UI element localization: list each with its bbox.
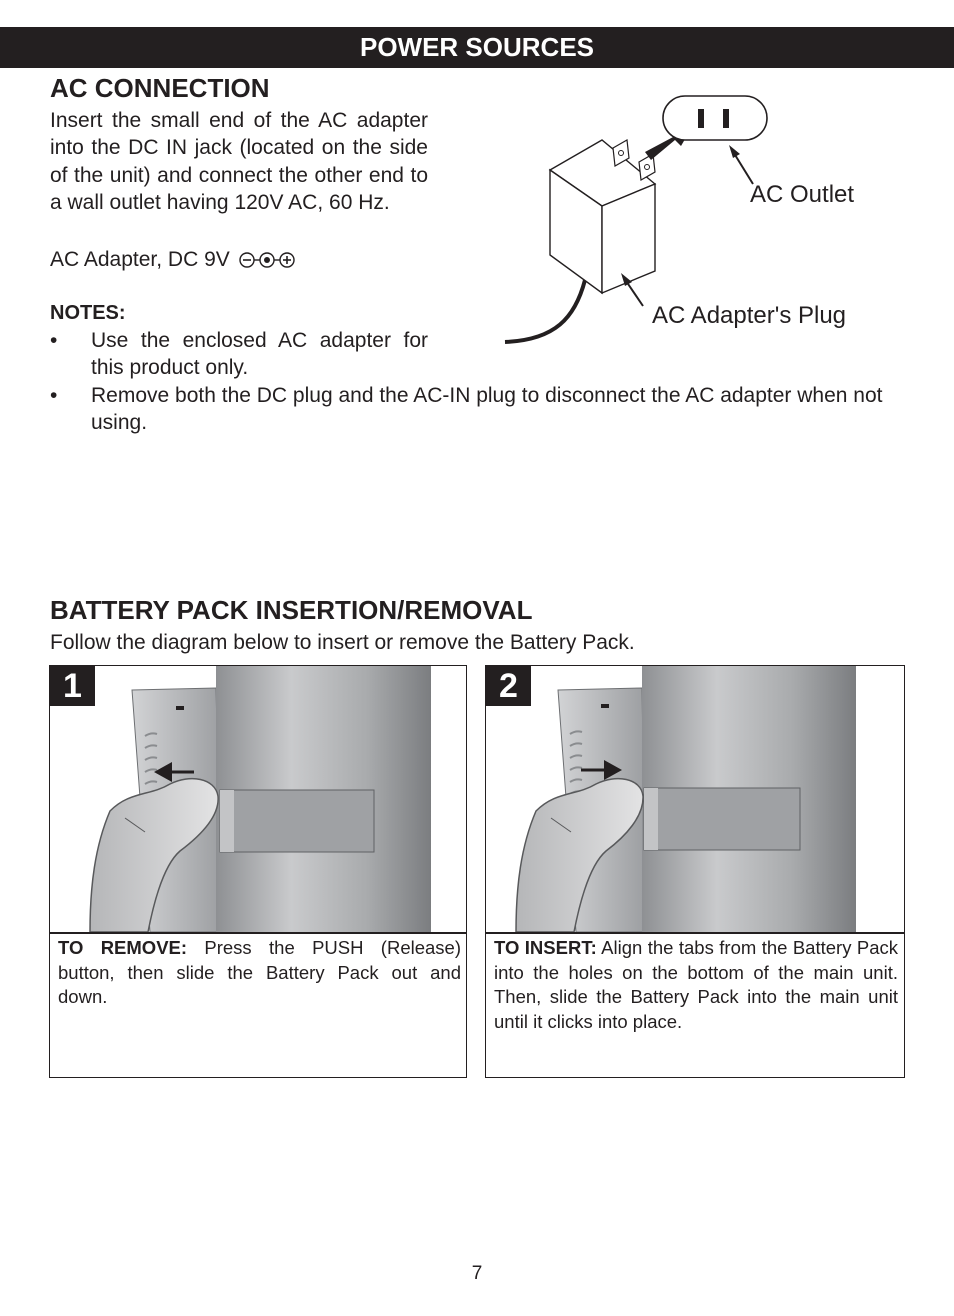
- caption-text: Press the PUSH (Release) button, then slide the Battery Pack out and down.: [58, 937, 461, 1007]
- ac-adapter-figure: [495, 88, 895, 350]
- adapter-spec-line: [50, 246, 296, 273]
- caption-title: TO INSERT:: [494, 937, 597, 958]
- bullet-marker: •: [50, 329, 58, 352]
- remove-caption: [58, 936, 461, 1010]
- ac-connection-heading: AC CONNECTION: [50, 73, 270, 103]
- adapter-spec-text: AC Adapter, DC 9V: [50, 248, 230, 271]
- step-panel-insert: [485, 665, 905, 1078]
- note-text: Remove both the DC plug and the AC-IN plug to disconnect the AC adapter when not using.: [91, 384, 883, 435]
- insert-battery-photo: [486, 666, 904, 932]
- caption-title: TO REMOVE:: [58, 937, 188, 958]
- page-number: 7: [471, 1263, 483, 1284]
- note-item: [50, 382, 910, 438]
- battery-heading: BATTERY PACK INSERTION/REMOVAL: [50, 595, 533, 625]
- ac-connection-paragraph: Insert the small end of the AC adapter into the DC IN jack (located on the side of the unit) and connect the other end to a wall outlet having 120V AC, 60 Hz.: [50, 109, 428, 214]
- step-number: 1: [50, 666, 95, 706]
- note-text: Use the enclosed AC adapter for this product only.: [91, 329, 428, 380]
- battery-intro: Follow the diagram below to insert or remove the Battery Pack.: [50, 631, 635, 654]
- ac-adapter-illustration: [495, 88, 895, 350]
- panel-divider: [50, 932, 466, 934]
- caption-text: Align the tabs from the Battery Pack into the holes on the bottom of the main unit. Then, slide the Battery Pack into the main unit until it clicks into place.: [494, 937, 899, 1032]
- step-number: 2: [486, 666, 531, 706]
- insert-caption: [494, 936, 898, 1034]
- notes-title: NOTES:: [50, 302, 126, 324]
- section-banner: POWER SOURCES: [0, 27, 954, 68]
- panel-divider: [486, 932, 904, 934]
- step-panel-remove: [49, 665, 467, 1078]
- bullet-marker: •: [50, 384, 58, 407]
- remove-battery-photo: [50, 666, 466, 932]
- note-item: [50, 327, 428, 383]
- ac-plug-label: AC Adapter's Plug: [652, 302, 847, 329]
- ac-outlet-label: AC Outlet: [750, 181, 855, 208]
- dc-polarity-icon: [238, 250, 296, 270]
